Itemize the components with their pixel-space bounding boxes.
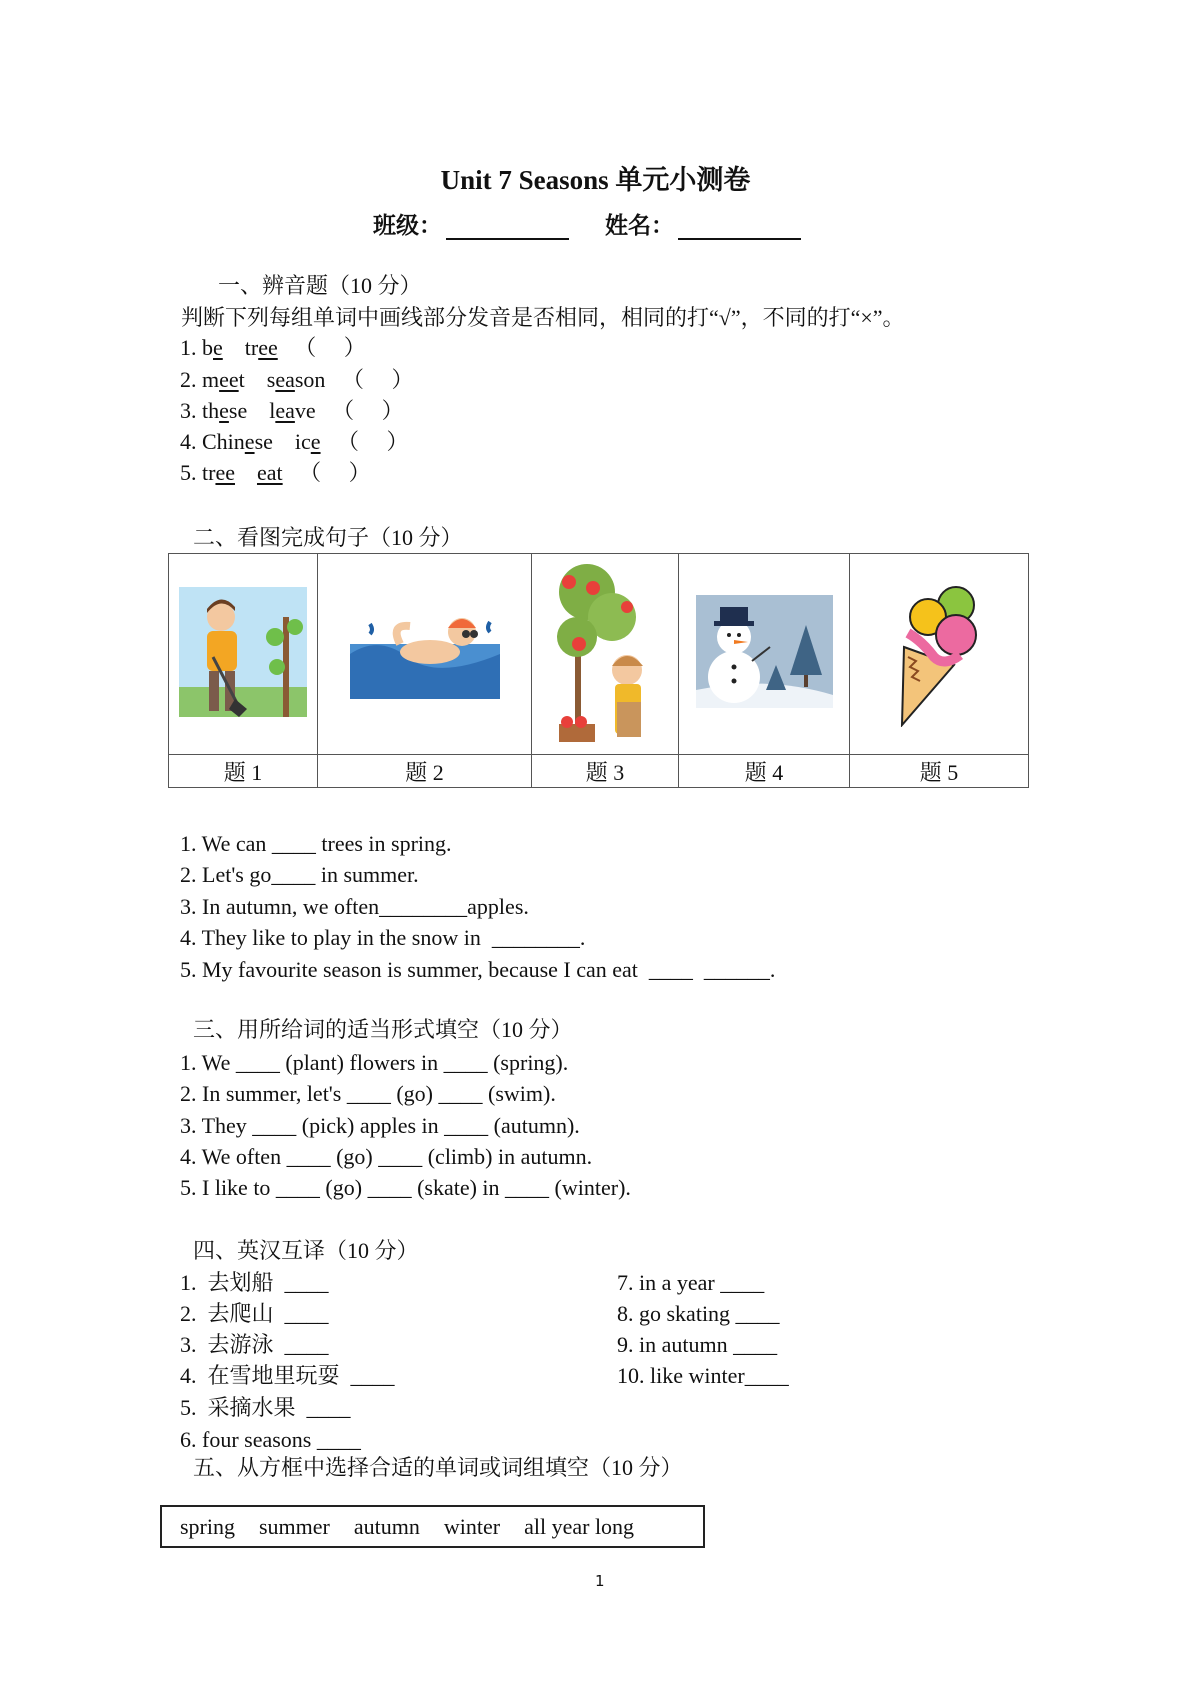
section4-left-3: 3. 去游泳 ____ — [180, 1332, 329, 1357]
name-label: 姓名： — [605, 213, 674, 238]
underlined-part: ee — [219, 367, 239, 392]
picture-cell-5 — [850, 554, 1029, 755]
section4-right-8: 8. go skating ____ — [617, 1301, 780, 1326]
section1-heading: 一、辨音题（10 分） — [218, 273, 422, 298]
word-bank-box — [160, 1505, 705, 1548]
picture-cell-4 — [679, 554, 850, 755]
section4-left-5: 5. 采摘水果 ____ — [180, 1395, 351, 1420]
class-blank[interactable] — [446, 216, 569, 240]
page-title: Unit 7 Seasons 单元小测卷 — [440, 165, 751, 195]
section1-item — [180, 397, 404, 425]
section4-right-9: 9. in autumn ____ — [617, 1332, 778, 1357]
word-part: Chin — [202, 429, 245, 454]
section4-left-1: 1. 去划船 ____ — [180, 1270, 329, 1295]
item-number: 2. — [180, 367, 197, 392]
picture-label-2: 题 2 — [318, 755, 532, 788]
word-part: tr — [202, 460, 216, 485]
underlined-part: e — [244, 429, 255, 454]
word-bank-item: all year long — [524, 1513, 635, 1539]
word-part: se — [228, 398, 248, 423]
snowman-icon — [696, 595, 833, 708]
section4-heading: 四、英汉互译（10 分） — [193, 1238, 419, 1263]
section2-sentence-5: 5. My favourite season is summer, because I can eat ____ ______. — [180, 957, 776, 982]
word-bank-item: spring — [180, 1513, 235, 1539]
word-part: son — [294, 367, 326, 392]
section4-left-6: 6. four seasons ____ — [180, 1427, 361, 1452]
word-part: th — [202, 398, 220, 423]
picture-cell-2 — [318, 554, 532, 755]
swimmer-icon — [350, 604, 500, 699]
word-bank-item: autumn — [353, 1513, 420, 1539]
boy-planting-tree-icon — [179, 587, 307, 717]
section5-heading: 五、从方框中选择合适的单词或词组填空（10 分） — [193, 1455, 683, 1480]
section2-sentence-4: 4. They like to play in the snow in ________. — [180, 925, 586, 950]
section3-heading: 三、用所给词的适当形式填空（10 分） — [193, 1017, 573, 1042]
student-info-row — [373, 207, 801, 240]
underlined-part: eat — [256, 460, 283, 485]
section3-item-2: 2. In summer, let's ____ (go) ____ (swim). — [180, 1081, 556, 1106]
page-number: 1 — [595, 1572, 605, 1590]
word-part: tr — [244, 335, 259, 360]
section4-left-4: 4. 在雪地里玩耍 ____ — [180, 1363, 395, 1388]
section2-sentence-2: 2. Let's go____ in summer. — [180, 862, 419, 887]
section1-item — [180, 366, 413, 394]
word-part: t — [238, 367, 245, 392]
underlined-part: ee — [258, 335, 278, 360]
answer-blank[interactable]: （ ） — [341, 367, 414, 392]
section4-right-7: 7. in a year ____ — [617, 1270, 765, 1295]
section2-sentence-3: 3. In autumn, we often________apples. — [180, 894, 529, 919]
section3-item-1: 1. We ____ (plant) flowers in ____ (spring). — [180, 1050, 569, 1075]
ice-cream-icon — [894, 577, 984, 727]
section1-item — [180, 459, 371, 487]
section3-item-5: 5. I like to ____ (go) ____ (skate) in ____ (winter). — [180, 1175, 631, 1200]
picture-cell-1 — [169, 554, 318, 755]
picture-label-1: 题 1 — [169, 755, 318, 788]
underlined-part: e — [310, 429, 321, 454]
picture-label-3: 题 3 — [532, 755, 679, 788]
section2-heading: 二、看图完成句子（10 分） — [193, 525, 463, 550]
answer-blank[interactable]: （ ） — [294, 335, 366, 360]
underlined-part: e — [219, 398, 229, 423]
word-part: se — [254, 429, 273, 454]
section2-sentence-1: 1. We can ____ trees in spring. — [180, 831, 452, 856]
section4-right-10: 10. like winter____ — [617, 1363, 789, 1388]
picture-table — [168, 553, 1029, 788]
picture-label-4: 题 4 — [679, 755, 850, 788]
underlined-part: ea — [275, 367, 295, 392]
word-part: l — [269, 398, 276, 423]
section3-item-4: 4. We often ____ (go) ____ (climb) in autumn. — [180, 1144, 593, 1169]
word-part: ic — [294, 429, 311, 454]
item-number: 1. — [180, 335, 197, 360]
word-part: m — [202, 367, 220, 392]
class-label: 班级： — [373, 213, 442, 238]
section1-item — [180, 428, 409, 456]
underlined-part: e — [213, 335, 223, 360]
word-bank-item: summer — [259, 1513, 330, 1539]
underlined-part: ee — [215, 460, 235, 485]
section1-item — [180, 334, 366, 362]
item-number: 4. — [180, 429, 197, 454]
boy-picking-apples-icon — [557, 562, 653, 742]
underlined-part: ea — [275, 398, 295, 423]
picture-cell-3 — [532, 554, 679, 755]
item-number: 5. — [180, 460, 197, 485]
section4-left-2: 2. 去爬山 ____ — [180, 1301, 329, 1326]
word-part: ve — [294, 398, 316, 423]
answer-blank[interactable]: （ ） — [337, 429, 409, 454]
word-part: s — [266, 367, 276, 392]
section1-instruction: 判断下列每组单词中画线部分发音是否相同，相同的打“√”，不同的打“×”。 — [181, 305, 905, 330]
answer-blank[interactable]: （ ） — [299, 460, 371, 485]
word-bank-item: winter — [443, 1513, 501, 1539]
word-part: b — [202, 335, 213, 360]
section3-item-3: 3. They ____ (pick) apples in ____ (autumn). — [180, 1113, 580, 1138]
picture-label-5: 题 5 — [850, 755, 1029, 788]
name-blank[interactable] — [678, 216, 801, 240]
item-number: 3. — [180, 398, 197, 423]
answer-blank[interactable]: （ ） — [332, 398, 404, 423]
